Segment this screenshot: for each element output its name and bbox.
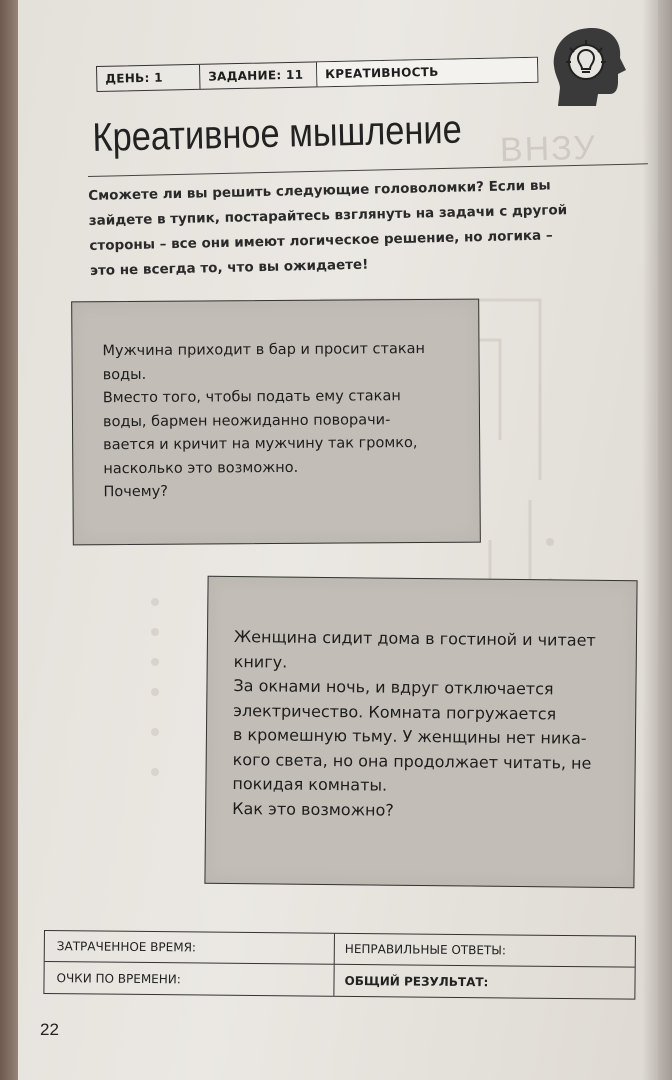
puzzle-line: электричество. Комната погружается — [233, 700, 557, 723]
day-label: ДЕНЬ: 1 — [97, 65, 200, 91]
intro-line: стороны – все они имеют логическое решение, но логика – — [89, 227, 553, 254]
puzzle-box-2 — [204, 576, 637, 888]
task-label: ЗАДАНИЕ: 11 — [200, 62, 317, 88]
background-watermark: ВНЗУ — [499, 128, 598, 170]
puzzle-box-1 — [71, 299, 481, 546]
puzzle-line: воды, бармен неожиданно поворачи- — [102, 411, 391, 430]
puzzle-line: насколько это возможно. — [103, 459, 299, 477]
puzzle-line: вается и кричит на мужчину так громко, — [103, 435, 418, 454]
wrong-answers-label: НЕПРАВИЛЬНЫЕ ОТВЕТЫ: — [335, 934, 635, 968]
puzzle-line: Мужчина приходит в бар и просит стакан — [102, 340, 426, 360]
intro-line: это не всегда то, что вы ожидаете! — [89, 256, 369, 279]
intro-line: Сможете ли вы решить следующие головоломки? Если вы — [88, 177, 551, 204]
topic-label: КРЕАТИВНОСТЬ — [317, 58, 537, 87]
puzzle-line: книгу. — [233, 651, 288, 672]
page-title: Креативное мышление — [92, 107, 463, 160]
head-lightbulb-icon — [544, 22, 634, 112]
puzzle-2-text — [232, 625, 614, 825]
time-points-label: ОЧКИ ПО ВРЕМЕНИ: — [44, 962, 334, 996]
page-number: 22 — [40, 1020, 59, 1039]
intro-line: зайдете в тупик, постарайтесь взглянуть на задачи с другой — [88, 202, 568, 229]
puzzle-line: За окнами ночь, и вдруг отключается — [233, 676, 554, 699]
puzzle-line: покидая комнаты. — [232, 774, 388, 795]
total-result-label: ОБЩИЙ РЕЗУЛЬТАТ: — [344, 973, 489, 989]
intro-paragraph — [88, 172, 630, 284]
puzzle-line: Как это возможно? — [232, 798, 394, 820]
puzzle-line: Почему? — [103, 483, 169, 501]
puzzle-1-text — [102, 338, 463, 505]
time-spent-label: ЗАТРАЧЕННОЕ ВРЕМЯ: — [45, 931, 335, 965]
puzzle-line: кого света, но она продолжает читать, не — [232, 749, 592, 773]
puzzle-line: в кромешную тьму. У женщины нет ника- — [232, 725, 587, 748]
puzzle-line: воды. — [102, 366, 147, 383]
puzzle-line: Вместо того, чтобы подать ему стакан — [102, 388, 401, 407]
score-table — [43, 930, 636, 1000]
page-edge-shadow — [642, 0, 672, 1080]
puzzle-line: Женщина сидит дома в гостиной и читает — [233, 627, 596, 650]
